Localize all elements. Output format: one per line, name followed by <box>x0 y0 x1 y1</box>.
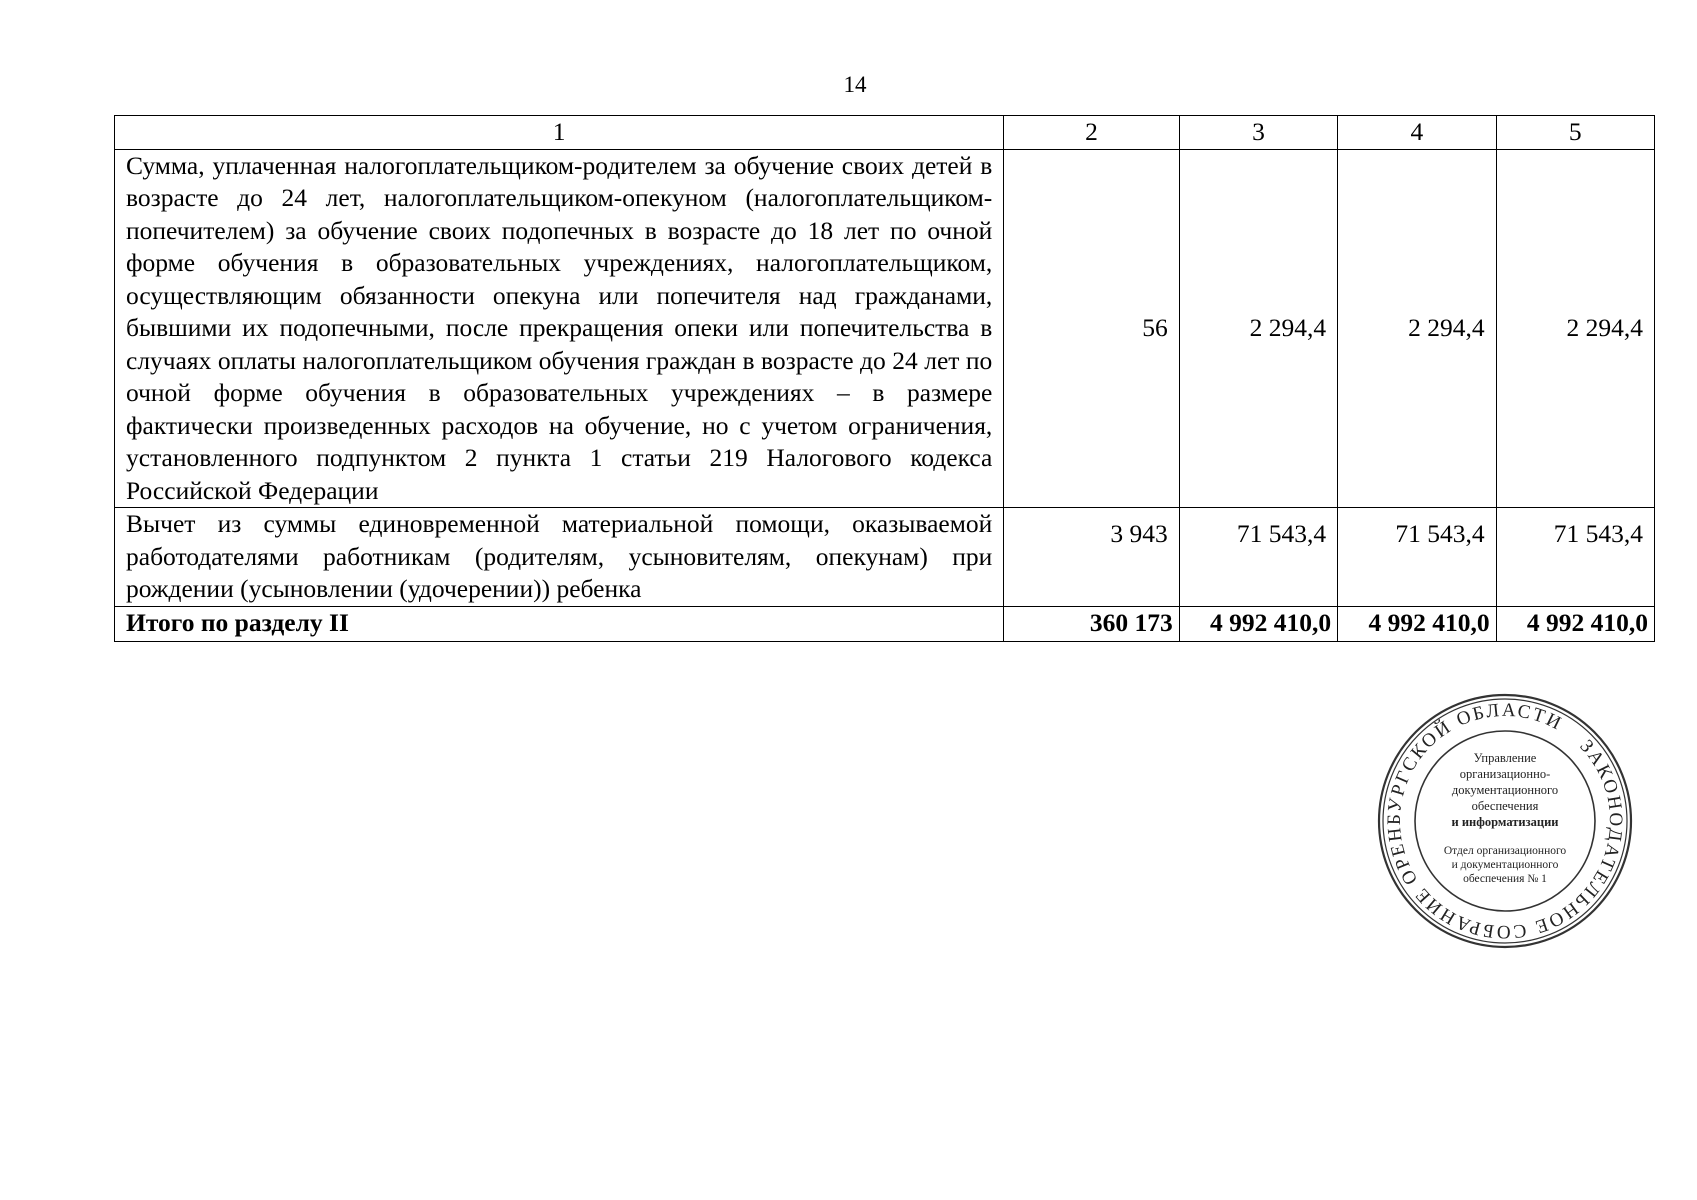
stamp-subline: и документационного <box>1451 859 1559 871</box>
stamp-line: документационного <box>1451 783 1559 797</box>
total-row <box>115 606 1655 641</box>
row-description: Вычет из суммы единовременной материальной помощи, оказываемой работодателями работникам (родителям, усыновителям, опекунам) при рождении (усыновлении (удочерении)) ребенка <box>115 508 1004 607</box>
row-description: Сумма, уплаченная налогоплательщиком-родителем за обучение своих детей в возрасте до 24 лет, налогоплательщиком-опекуном (налогоплательщиком-попечителем) за обучение своих подопечных в возрасте до 18 лет по очной форме обучения в образовательных учреждениях, налогоплательщиком, осуществляющим обязанности опекуна или попечителя над гражданами, бывшими их подопечными, после прекращения опеки или попечительства в случаях оплаты налогоплательщиком обучения граждан в возрасте до 24 лет по очной форме обучения в образовательных учреждениях – в размере фактически произведенных расходов на обучение, но с учетом ограничения, установленного подпунктом 2 пункта 1 статьи 219 Налогового кодекса Российской Федерации <box>115 149 1004 508</box>
total-col3: 4 992 410,0 <box>1179 606 1337 641</box>
row-value-col5: 71 543,4 <box>1496 508 1654 607</box>
stamp-line: Управление <box>1473 751 1537 765</box>
stamp-line: организационно- <box>1459 767 1551 781</box>
row-value-col3: 71 543,4 <box>1179 508 1337 607</box>
total-col2: 360 173 <box>1004 606 1179 641</box>
total-col5: 4 992 410,0 <box>1496 606 1654 641</box>
row-value-col2: 3 943 <box>1004 508 1179 607</box>
column-header-4: 4 <box>1338 116 1496 150</box>
stamp-subline: обеспечения № 1 <box>1463 873 1547 885</box>
total-col4: 4 992 410,0 <box>1338 606 1496 641</box>
row-value-col2: 56 <box>1004 149 1179 508</box>
column-header-2: 2 <box>1004 116 1179 150</box>
official-stamp <box>1376 692 1634 950</box>
column-header-5: 5 <box>1496 116 1654 150</box>
stamp-line: обеспечения <box>1471 799 1539 813</box>
column-header-3: 3 <box>1179 116 1337 150</box>
stamp-line: и информатизации <box>1451 815 1559 829</box>
stamp-ring-text: ЗАКОНОДАТЕЛЬНОЕ СОБРАНИЕ ОРЕНБУРГСКОЙ ОБЛАСТИ <box>1383 699 1627 943</box>
row-value-col4: 71 543,4 <box>1338 508 1496 607</box>
stamp-subline: Отдел организационного <box>1443 845 1567 857</box>
page-number: 14 <box>843 72 867 97</box>
row-value-col5: 2 294,4 <box>1496 149 1654 508</box>
row-value-col4: 2 294,4 <box>1338 149 1496 508</box>
stamp-seal-icon <box>1376 692 1634 950</box>
total-label: Итого по разделу II <box>115 606 1004 641</box>
row-value-col3: 2 294,4 <box>1179 149 1337 508</box>
report-table <box>114 115 1655 642</box>
table-row <box>115 149 1655 508</box>
column-header-1: 1 <box>115 116 1004 150</box>
column-number-row <box>115 116 1655 150</box>
table-row <box>115 508 1655 607</box>
